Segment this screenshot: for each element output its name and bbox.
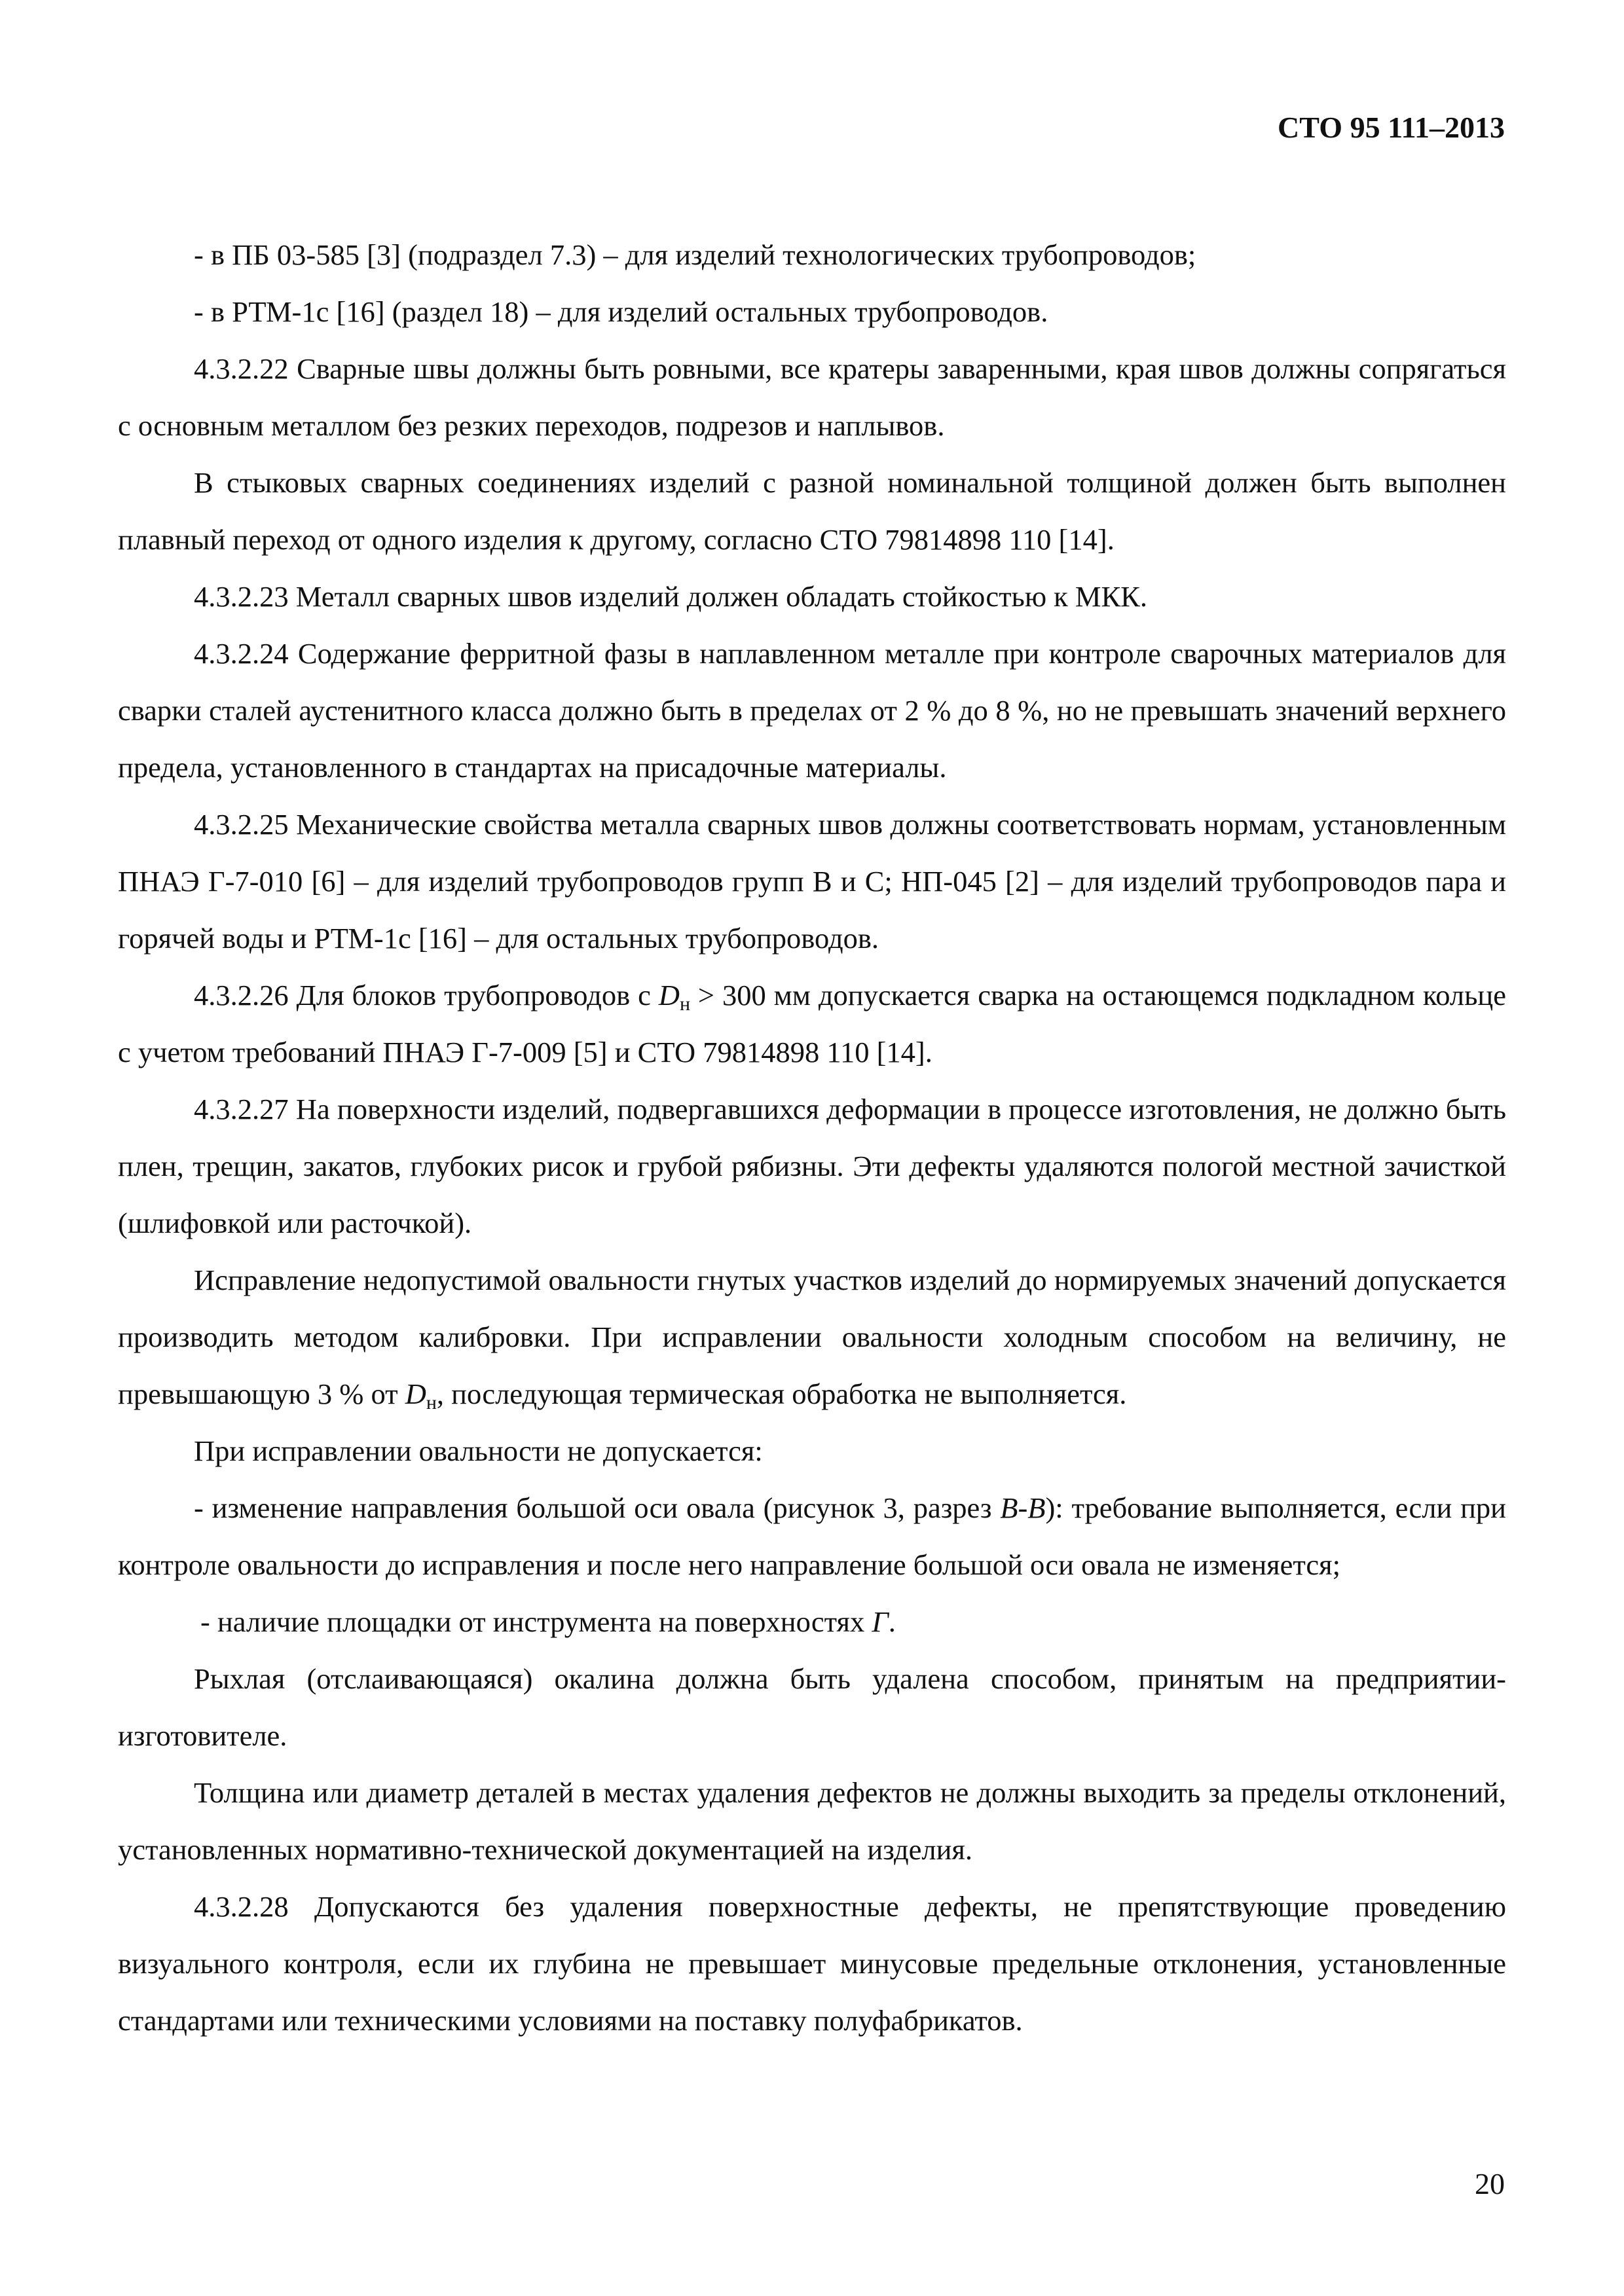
section-label: В-В [1000,1491,1046,1524]
diameter-symbol: D [405,1377,426,1410]
paragraph-4-3-2-25: 4.3.2.25 Механические свойства металла сварных швов должны соответствовать нормам, установленным ПНАЭ Г-7-010 [6] – для изделий трубопроводов групп В и С; НП-045 [2] – для изделий трубопроводов пара и горячей воды и РТМ-1с [16] – для остальных трубопроводов. [118,808,1506,955]
paragraph-thickness-limits: Толщина или диаметр деталей в местах удаления дефектов не должны выходить за пределы отклонений, установленных нормативно-технической документацией на изделия. [118,1776,1506,1866]
paragraph-4-3-2-27: 4.3.2.27 На поверхности изделий, подвергавшихся деформации в процессе изготовления, не должно быть плен, трещин, закатов, глубоких рисок и грубой рябизны. Эти дефекты удаляются пологой местной зачисткой (шлифовкой или расточкой). [118,1093,1506,1239]
paragraph-text: - изменение направления большой оси овала (рисунок 3, разрез [194,1491,1001,1524]
page-number: 20 [1475,2167,1505,2200]
paragraph-4-3-2-22: 4.3.2.22 Сварные швы должны быть ровными, все кратеры заваренными, края швов должны сопрягаться с основным металлом без резких переходов, подрезов и наплывов. [118,352,1506,442]
diameter-subscript: н [679,993,690,1015]
paragraph-text: 4.3.2.26 Для блоков трубопроводов с [194,979,659,1011]
paragraph-text: Исправление недопустимой овальности гнутых участков изделий до нормируемых значений допускается производить методом калибровки. При исправлении овальности холодным способом на величину, не превышающую 3 % от [118,1264,1506,1410]
paragraph-text: > 300 мм допускается сварка на остающемся подкладном кольце с учетом требований ПНАЭ Г-7-009 [5] и СТО 79814898 110 [14]. [118,979,1506,1068]
paragraph-4-3-2-26 [118,967,1506,1081]
document-body [118,227,1506,2049]
paragraph-list-item-tool-marks [118,1594,1506,1650]
document-code-header: СТО 95 111–2013 [1278,111,1505,144]
surface-label: Г [872,1605,889,1638]
paragraph-list-item-axis-direction [118,1480,1506,1594]
diameter-subscript: н [426,1392,437,1413]
paragraph-not-allowed-intro: При исправлении овальности не допускается: [194,1434,763,1467]
paragraph-scale-removal: Рыхлая (отслаивающаяся) окалина должна быть удалена способом, принятым на предприятии-изготовителе. [118,1662,1506,1752]
diameter-symbol: D [658,979,680,1011]
paragraph-ovality-correction [118,1252,1506,1423]
paragraph-butt-welds: В стыковых сварных соединениях изделий с разной номинальной толщиной должен быть выполнен плавный переход от одного изделия к другому, согласно СТО 79814898 110 [14]. [118,466,1506,556]
paragraph-4-3-2-24: 4.3.2.24 Содержание ферритной фазы в наплавленном металле при контроле сварочных материалов для сварки сталей аустенитного класса должно быть в пределах от 2 % до 8 %, но не превышать значений верхнего предела, установленного в стандартах на присадочные материалы. [118,637,1506,784]
paragraph-text: , последующая термическая обработка не выполняется. [436,1377,1127,1410]
paragraph-list-item-rtm: - в РТМ-1с [16] (раздел 18) – для изделий остальных трубопроводов. [194,295,1048,328]
paragraph-4-3-2-23: 4.3.2.23 Металл сварных швов изделий должен обладать стойкостью к МКК. [194,580,1147,613]
paragraph-text: - наличие площадки от инструмента на поверхностях [200,1605,872,1638]
paragraph-text: ): требование выполняется, если при контроле овальности до исправления и после него направление большой оси овала не изменяется; [118,1491,1506,1581]
paragraph-text: . [888,1605,896,1638]
paragraph-list-item-pb: - в ПБ 03-585 [3] (подраздел 7.3) – для изделий технологических трубопроводов; [194,238,1196,271]
paragraph-4-3-2-28: 4.3.2.28 Допускаются без удаления поверхностные дефекты, не препятствующие проведению визуального контроля, если их глубина не превышает минусовые предельные отклонения, установленные стандартами или техническими условиями на поставку полуфабрикатов. [118,1890,1506,2037]
